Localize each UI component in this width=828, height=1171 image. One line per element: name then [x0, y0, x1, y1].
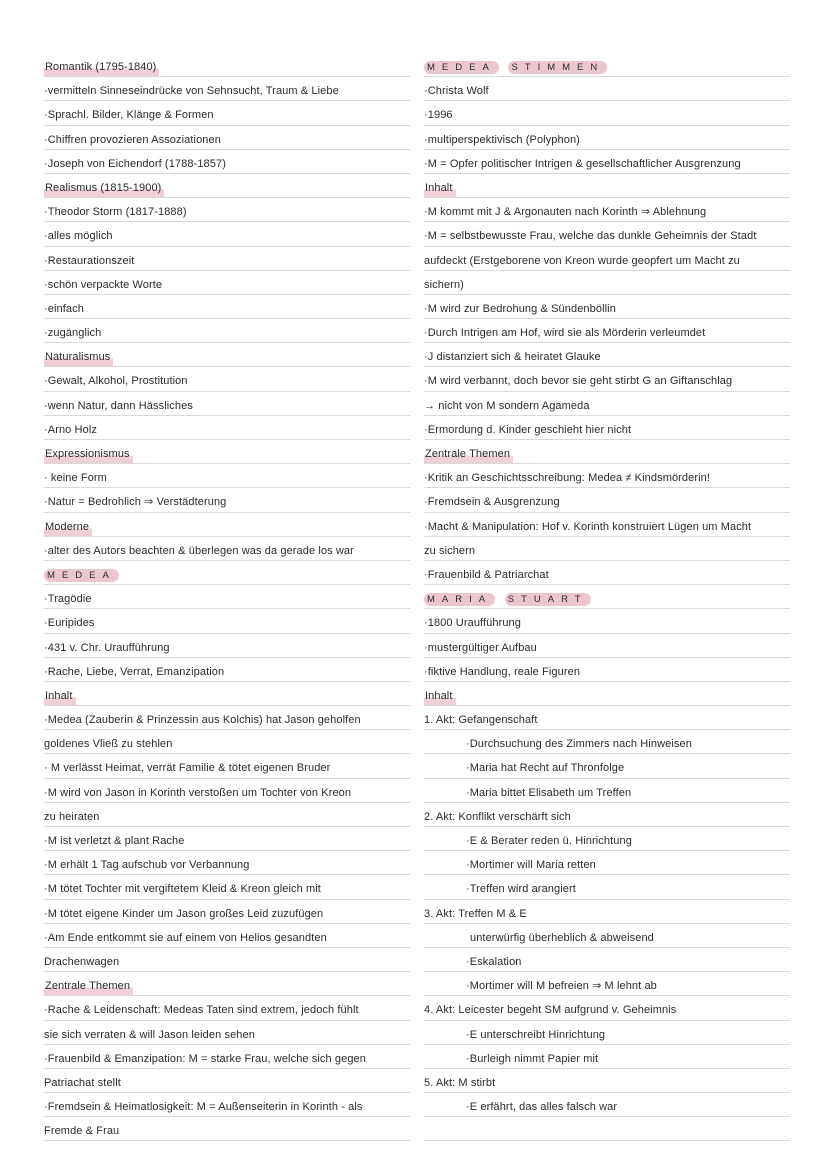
note-line — [44, 754, 410, 778]
note-text: ·Medea (Zauberin & Prinzessin aus Kolchis) hat Jason geholfen — [44, 714, 361, 727]
note-line — [44, 634, 410, 658]
note-text: ·M wird verbannt, doch bevor sie geht stirbt G an Giftanschlag — [424, 375, 733, 388]
note-line — [424, 101, 790, 125]
note-text: ·wenn Natur, dann Hässliches — [44, 399, 193, 412]
note-text: ·E erfährt, das alles falsch war — [466, 1101, 618, 1114]
note-text: ·M = selbstbewusste Frau, welche das dunkle Geheimnis der Stadt — [424, 230, 757, 243]
note-text: ·M kommt mit J & Argonauten nach Korinth ⇒ Ablehnung — [424, 206, 707, 219]
note-text: ·Natur = Bedrohlich ⇒ Verstädterung — [44, 496, 227, 509]
note-line — [424, 247, 790, 271]
note-text: ·Durch Intrigen am Hof, wird sie als Mörderin verleumdet — [424, 327, 706, 340]
note-text: ·E unterschreibt Hinrichtung — [466, 1028, 606, 1041]
note-text: ·Frauenbild & Patriarchat — [424, 568, 549, 581]
note-line — [424, 634, 790, 658]
section-heading — [44, 174, 410, 198]
note-text: ·M wird von Jason in Korinth verstoßen um Tochter von Kreon — [44, 786, 352, 799]
section-heading — [44, 440, 410, 464]
note-line — [44, 271, 410, 295]
note-text: ·Maria bittet Elisabeth um Treffen — [466, 786, 632, 799]
note-text: Drachenwagen — [44, 955, 120, 968]
note-text: ·Restaurationszeit — [44, 254, 135, 267]
note-line — [424, 827, 790, 851]
note-text: ·alter des Autors beachten & überlegen was da gerade los war — [44, 544, 354, 557]
note-line — [424, 851, 790, 875]
note-line — [424, 367, 790, 391]
section-heading — [424, 682, 790, 706]
note-line — [424, 900, 790, 924]
section-heading — [424, 440, 790, 464]
note-text: ·Burleigh nimmt Papier mit — [466, 1052, 599, 1065]
note-text: ·1800 Uraufführung — [424, 617, 521, 630]
note-text: ·Frauenbild & Emanzipation: M = starke Frau, welche sich gegen — [44, 1052, 366, 1065]
note-text: MEDEA STIMMEN — [424, 54, 607, 77]
note-text: Inhalt — [44, 682, 76, 706]
note-line — [44, 537, 410, 561]
note-text: ·M wird zur Bedrohung & Sündenböllin — [424, 302, 616, 315]
note-text: ·mustergültiger Aufbau — [424, 641, 537, 654]
section-heading — [424, 174, 790, 198]
note-line — [424, 730, 790, 754]
section-heading — [424, 53, 790, 77]
note-line — [424, 1045, 790, 1069]
note-text: 4. Akt: Leicester begeht SM aufgrund v. Geheimnis — [424, 1004, 677, 1017]
note-text: ·Euripides — [44, 617, 95, 630]
note-line — [424, 319, 790, 343]
note-line — [44, 319, 410, 343]
note-line — [44, 416, 410, 440]
note-text: ·Fremdsein & Ausgrenzung — [424, 496, 560, 509]
note-text: Realismus (1815-1900) — [44, 174, 164, 198]
note-line — [44, 464, 410, 488]
note-line — [44, 77, 410, 101]
note-line — [424, 537, 790, 561]
note-line — [44, 222, 410, 246]
note-line — [424, 126, 790, 150]
note-line — [424, 803, 790, 827]
note-text: Zentrale Themen — [424, 440, 513, 464]
note-line — [44, 924, 410, 948]
note-line — [44, 803, 410, 827]
note-text: zu sichern — [424, 544, 476, 557]
note-text: · M verlässt Heimat, verrät Familie & tötet eigenen Bruder — [44, 762, 331, 775]
note-line — [424, 295, 790, 319]
note-text: ·Ermordung d. Kinder geschieht hier nicht — [424, 423, 632, 436]
note-text: ·Arno Holz — [44, 423, 97, 436]
note-text: ·Eskalation — [466, 955, 522, 968]
note-text: ·fiktive Handlung, reale Figuren — [424, 665, 581, 678]
note-text: ·Am Ende entkommt sie auf einem von Helios gesandten — [44, 931, 327, 944]
note-line — [44, 150, 410, 174]
note-line — [44, 658, 410, 682]
note-text: MEDEA — [44, 562, 119, 585]
note-line — [44, 1117, 410, 1141]
note-text: ·Tragödie — [44, 593, 92, 606]
note-line — [44, 609, 410, 633]
section-heading — [44, 561, 410, 585]
note-line — [44, 900, 410, 924]
note-line — [424, 488, 790, 512]
note-line — [424, 343, 790, 367]
section-heading — [44, 53, 410, 77]
note-text: Naturalismus — [44, 343, 113, 367]
note-line — [44, 1069, 410, 1093]
note-text: ·schön verpackte Worte — [44, 278, 163, 291]
note-line — [44, 1021, 410, 1045]
note-line — [424, 996, 790, 1020]
note-text: ·Rache, Liebe, Verrat, Emanzipation — [44, 665, 225, 678]
note-line — [424, 658, 790, 682]
note-text: ·Rache & Leidenschaft: Medeas Taten sind extrem, jedoch fühlt — [44, 1004, 359, 1017]
note-line — [424, 464, 790, 488]
note-line — [424, 416, 790, 440]
section-heading — [44, 513, 410, 537]
note-line — [424, 779, 790, 803]
note-line — [44, 730, 410, 754]
section-heading — [44, 343, 410, 367]
note-line — [44, 1045, 410, 1069]
note-line — [44, 295, 410, 319]
note-line — [424, 198, 790, 222]
note-line — [44, 1093, 410, 1117]
note-text: 3. Akt: Treffen M & E — [424, 907, 527, 920]
note-line — [424, 513, 790, 537]
note-line — [44, 851, 410, 875]
note-text: ·Maria hat Recht auf Thronfolge — [466, 762, 625, 775]
note-line — [44, 706, 410, 730]
note-text: Inhalt — [424, 682, 456, 706]
note-text: ·Theodor Storm (1817-1888) — [44, 206, 187, 219]
note-line — [44, 585, 410, 609]
note-text: ·M ist verletzt & plant Rache — [44, 835, 185, 847]
note-line — [424, 392, 790, 416]
note-line — [424, 150, 790, 174]
note-text: 5. Akt: M stirbt — [424, 1076, 496, 1089]
note-text: Expressionismus — [44, 440, 133, 464]
note-text: ·vermitteln Sinneseindrücke von Sehnsucht, Traum & Liebe — [44, 85, 339, 98]
note-line — [424, 706, 790, 730]
note-line — [44, 101, 410, 125]
note-text: ·J distanziert sich & heiratet Glauke — [424, 351, 601, 364]
note-text: ·Chiffren provozieren Assoziationen — [44, 133, 221, 146]
note-line — [44, 948, 410, 972]
note-text: Patriachat stellt — [44, 1076, 121, 1089]
note-text: ·Christa Wolf — [424, 85, 489, 98]
note-text: Inhalt — [424, 174, 456, 198]
note-line — [424, 1069, 790, 1093]
note-text: ·zugänglich — [44, 327, 102, 340]
note-line — [424, 948, 790, 972]
note-text: Fremde & Frau — [44, 1125, 120, 1138]
note-line — [424, 1021, 790, 1045]
note-text: sie sich verraten & will Jason leiden sehen — [44, 1028, 255, 1041]
note-text: ·Durchsuchung des Zimmers nach Hinweisen — [466, 738, 692, 751]
note-text: ·Sprachl. Bilder, Klänge & Formen — [44, 109, 214, 122]
note-text: ·M tötet eigene Kinder um Jason großes Leid zuzufügen — [44, 907, 324, 920]
note-text: unterwürfig überheblich & abweisend — [470, 931, 654, 944]
note-line — [424, 754, 790, 778]
note-text: → nicht von M sondern Agameda — [424, 399, 590, 412]
note-text: ·multiperspektivisch (Polyphon) — [424, 133, 580, 146]
note-text: · keine Form — [44, 472, 107, 485]
note-line — [424, 561, 790, 585]
right-column — [424, 53, 790, 1141]
note-line — [44, 367, 410, 391]
note-line — [44, 488, 410, 512]
note-text: ·Mortimer will M befreien ⇒ M lehnt ab — [466, 980, 657, 993]
note-text: ·Fremdsein & Heimatlosigkeit: M = Außenseiterin in Korinth - als — [44, 1101, 363, 1114]
note-line — [424, 875, 790, 899]
note-text: zu heiraten — [44, 810, 100, 823]
note-line — [44, 198, 410, 222]
note-text: 2. Akt: Konflikt verschärft sich — [424, 810, 571, 823]
note-text: ·Macht & Manipulation: Hof v. Korinth konstruiert Lügen um Macht — [424, 520, 752, 533]
note-text: ·Treffen wird arangiert — [466, 883, 576, 896]
note-line — [424, 222, 790, 246]
note-text: aufdeckt (Erstgeborene von Kreon wurde geopfert um Macht zu — [424, 254, 740, 267]
note-text: ·E & Berater reden ü. Hinrichtung — [466, 835, 632, 847]
note-text: ·Joseph von Eichendorf (1788-1857) — [44, 157, 226, 170]
note-text: ·einfach — [44, 302, 84, 315]
note-line — [44, 827, 410, 851]
note-text: ·Kritik an Geschichtsschreibung: Medea ≠ Kindsmörderin! — [424, 472, 711, 485]
note-text: goldenes Vließ zu stehlen — [44, 738, 173, 751]
note-text: ·alles möglich — [44, 230, 113, 243]
note-line — [424, 609, 790, 633]
note-line — [424, 77, 790, 101]
note-line — [44, 126, 410, 150]
note-line — [424, 1117, 790, 1141]
note-text: Zentrale Themen — [44, 972, 133, 996]
note-text: ·Gewalt, Alkohol, Prostitution — [44, 375, 188, 388]
note-line — [44, 779, 410, 803]
note-text: ·Mortimer will Maria retten — [466, 859, 596, 872]
note-line — [44, 875, 410, 899]
note-line — [424, 972, 790, 996]
note-text: ·M = Opfer politischer Intrigen & gesellschaftlicher Ausgrenzung — [424, 157, 741, 170]
note-line — [424, 924, 790, 948]
note-text: MARIA STUART — [424, 586, 591, 609]
note-text: Moderne — [44, 513, 92, 537]
note-text: ·M tötet Tochter mit vergiftetem Kleid & Kreon gleich mit — [44, 883, 321, 896]
note-text: ·431 v. Chr. Uraufführung — [44, 641, 170, 654]
note-text: 1. Akt: Gefangenschaft — [424, 714, 538, 727]
note-line — [44, 392, 410, 416]
left-column — [44, 53, 410, 1141]
section-heading — [44, 682, 410, 706]
section-heading — [424, 585, 790, 609]
note-line — [424, 1093, 790, 1117]
note-line — [424, 271, 790, 295]
note-text: Romantik (1795-1840) — [44, 53, 159, 77]
note-line — [44, 247, 410, 271]
note-text: ·M erhält 1 Tag aufschub vor Verbannung — [44, 859, 250, 872]
section-heading — [44, 972, 410, 996]
note-line — [44, 996, 410, 1020]
note-text: sichern) — [424, 278, 464, 291]
note-text: ·1996 — [424, 109, 453, 122]
